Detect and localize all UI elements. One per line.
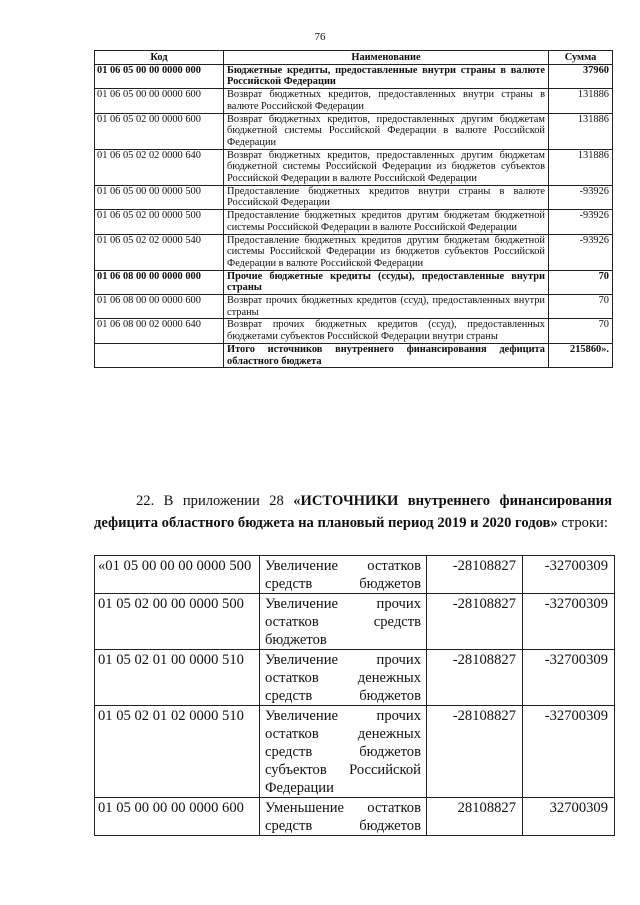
table-row xyxy=(95,270,613,294)
table-row xyxy=(95,594,615,650)
row-name: Предоставление бюджетных кредитов внутри страны в валюте Российской Федерации xyxy=(224,185,549,209)
replaced-rows-table xyxy=(94,555,615,836)
row-value-2019: -28108827 xyxy=(427,650,523,706)
row-name: Прочие бюджетные кредиты (ссуды), предоставленные внутри страны xyxy=(224,270,549,294)
row-sum: -93926 xyxy=(549,185,613,209)
row-code: 01 05 00 00 00 0000 600 xyxy=(95,798,260,836)
row-name: Возврат прочих бюджетных кредитов (ссуд), предоставленных внутри страны xyxy=(224,295,549,319)
table-row xyxy=(95,113,613,149)
row-sum: 70 xyxy=(549,295,613,319)
row-sum: 131886 xyxy=(549,113,613,149)
row-code: «01 05 00 00 00 0000 500 xyxy=(95,556,260,594)
row-code: 01 06 05 00 00 0000 600 xyxy=(95,89,224,113)
sources-table xyxy=(94,50,613,368)
row-name: Увеличение прочих остатков денежных средств бюджетов субъектов Российской Федерации xyxy=(260,706,427,798)
row-value-2020: -32700309 xyxy=(523,594,615,650)
row-value-2019: -28108827 xyxy=(427,706,523,798)
table-row xyxy=(95,185,613,209)
row-code: 01 05 02 01 02 0000 510 xyxy=(95,706,260,798)
row-value-2019: 28108827 xyxy=(427,798,523,836)
row-name: Возврат прочих бюджетных кредитов (ссуд), предоставленных бюджетами субъектов Российской Федерации внутри страны xyxy=(224,319,549,343)
row-sum: 70 xyxy=(549,270,613,294)
row-code: 01 06 05 02 00 0000 500 xyxy=(95,210,224,234)
page-number: 76 xyxy=(314,31,326,43)
row-code: 01 06 05 02 00 0000 600 xyxy=(95,113,224,149)
row-name: Предоставление бюджетных кредитов другим бюджетам бюджетной системы Российской Федерации в валюте Российской Федерации xyxy=(224,210,549,234)
table-row xyxy=(95,343,613,367)
row-name: Возврат бюджетных кредитов, предоставленных другим бюджетам бюджетной системы Российской Федерации из бюджетов субъектов Российской Федерации в валюте Российской Федерации xyxy=(224,149,549,185)
paragraph-tail: строки: xyxy=(557,514,608,531)
row-value-2020: -32700309 xyxy=(523,706,615,798)
row-code: 01 06 08 00 02 0000 640 xyxy=(95,319,224,343)
table-row xyxy=(95,210,613,234)
table-row xyxy=(95,706,615,798)
row-name: Бюджетные кредиты, предоставленные внутри страны в валюте Российской Федерации xyxy=(224,64,549,88)
row-code: 01 06 05 02 02 0000 540 xyxy=(95,234,224,270)
row-value-2019: -28108827 xyxy=(427,556,523,594)
header-name: Наименование xyxy=(224,51,549,65)
table-row xyxy=(95,149,613,185)
table-row xyxy=(95,295,613,319)
row-sum: 70 xyxy=(549,319,613,343)
header-code: Код xyxy=(95,51,224,65)
paragraph-lead: 22. В приложении 28 xyxy=(136,493,294,509)
row-name: Увеличение остатков средств бюджетов xyxy=(260,556,427,594)
row-code: 01 05 02 01 00 0000 510 xyxy=(95,650,260,706)
header-sum: Сумма xyxy=(549,51,613,65)
amendment-paragraph xyxy=(94,491,612,534)
row-sum: 131886 xyxy=(549,89,613,113)
row-name: Возврат бюджетных кредитов, предоставленных внутри страны в валюте Российской Федерации xyxy=(224,89,549,113)
row-sum: -93926 xyxy=(549,234,613,270)
row-name: Уменьшение остатков средств бюджетов xyxy=(260,798,427,836)
table-row xyxy=(95,64,613,88)
row-value-2020: -32700309 xyxy=(523,650,615,706)
table-row xyxy=(95,89,613,113)
row-code: 01 06 08 00 00 0000 600 xyxy=(95,295,224,319)
table-row xyxy=(95,234,613,270)
row-sum: 215860». xyxy=(549,343,613,367)
row-sum: -93926 xyxy=(549,210,613,234)
row-sum: 131886 xyxy=(549,149,613,185)
row-name: Увеличение прочих остатков средств бюджетов xyxy=(260,594,427,650)
table-row xyxy=(95,319,613,343)
row-name: Итого источников внутреннего финансирования дефицита областного бюджета xyxy=(224,343,549,367)
table-row xyxy=(95,650,615,706)
row-name: Увеличение прочих остатков денежных средств бюджетов xyxy=(260,650,427,706)
row-code xyxy=(95,343,224,367)
table-row xyxy=(95,798,615,836)
row-name: Возврат бюджетных кредитов, предоставленных другим бюджетам бюджетной системы Российской Федерации в валюте Российской Федерации xyxy=(224,113,549,149)
row-code: 01 06 08 00 00 0000 000 xyxy=(95,270,224,294)
row-code: 01 06 05 00 00 0000 000 xyxy=(95,64,224,88)
table-row xyxy=(95,556,615,594)
table-header-row xyxy=(95,51,613,65)
row-code: 01 06 05 02 02 0000 640 xyxy=(95,149,224,185)
row-value-2020: -32700309 xyxy=(523,556,615,594)
row-code: 01 05 02 00 00 0000 500 xyxy=(95,594,260,650)
paragraph-bold-title: «ИСТОЧНИКИ внутреннего финансирования дефицита областного бюджета на плановый период 2019 и 2020 годов» xyxy=(94,493,612,531)
row-sum: 37960 xyxy=(549,64,613,88)
row-code: 01 06 05 00 00 0000 500 xyxy=(95,185,224,209)
row-value-2020: 32700309 xyxy=(523,798,615,836)
row-value-2019: -28108827 xyxy=(427,594,523,650)
row-name: Предоставление бюджетных кредитов другим бюджетам бюджетной системы Российской Федерации из бюджетов субъектов Российской Федерации в валюте Российской Федерации xyxy=(224,234,549,270)
